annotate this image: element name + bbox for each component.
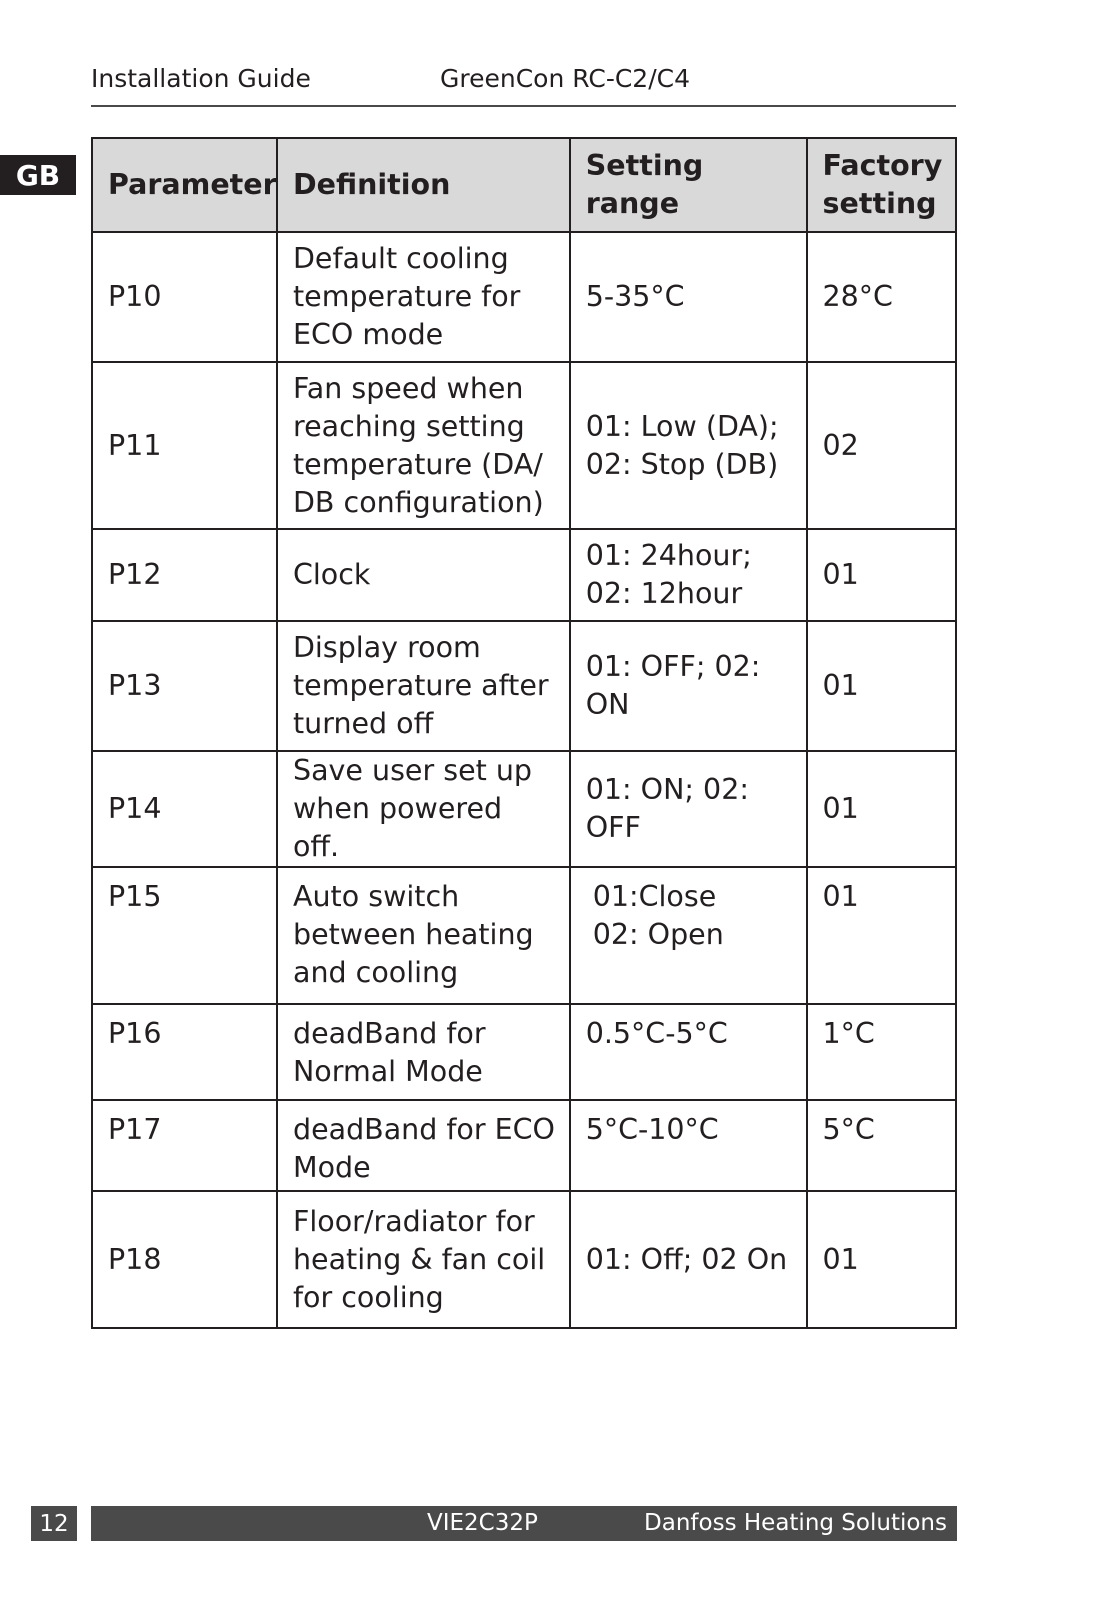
- cell-definition: [277, 751, 570, 867]
- cell-setting-range: [570, 529, 807, 621]
- cell-definition-line: heating & fan coil: [292, 1242, 546, 1276]
- cell-setting-range-line: 02: Open: [592, 918, 724, 951]
- footer-doc-code: VIE2C32P: [427, 1510, 538, 1536]
- header-setting-range: Setting range: [570, 138, 807, 232]
- header-divider: [91, 105, 956, 107]
- header-definition: Definition: [277, 138, 570, 232]
- cell-definition-line: Floor/radiator for: [292, 1204, 535, 1238]
- cell-parameter: P17: [92, 1100, 277, 1191]
- cell-definition: [277, 1004, 570, 1100]
- table-row: [92, 751, 956, 867]
- cell-definition-line: turned off: [292, 707, 434, 740]
- cell-setting-range-line: 01: Low (DA);: [585, 409, 779, 443]
- cell-definition-line: Display room: [292, 631, 481, 664]
- cell-setting-range-line: 01:Close: [592, 880, 717, 913]
- cell-definition: [277, 362, 570, 529]
- cell-parameter: P13: [92, 621, 277, 751]
- cell-definition: [277, 1191, 570, 1328]
- cell-factory-setting: 28°C: [807, 232, 956, 362]
- cell-setting-range: [570, 1004, 807, 1100]
- cell-definition-line: Save user set up: [292, 754, 532, 787]
- cell-setting-range: [570, 621, 807, 751]
- table-row: [92, 232, 956, 362]
- table-row: [92, 867, 956, 1004]
- language-tab: GB: [0, 155, 76, 195]
- cell-parameter: P14: [92, 751, 277, 867]
- cell-factory-setting: 01: [807, 751, 956, 867]
- cell-definition-line: ECO mode: [292, 318, 444, 351]
- cell-setting-range-line: 01: ON; 02: OFF: [585, 773, 749, 844]
- cell-definition: [277, 529, 570, 621]
- cell-definition: [277, 867, 570, 1004]
- cell-definition-line: deadBand for: [292, 1017, 486, 1050]
- cell-parameter: P11: [92, 362, 277, 529]
- cell-definition-line: deadBand for ECO: [292, 1113, 555, 1146]
- cell-setting-range-line: 5-35°C: [585, 280, 685, 313]
- cell-definition-line: for cooling: [292, 1280, 444, 1314]
- cell-definition-line: Fan speed when: [292, 371, 524, 405]
- cell-definition: [277, 621, 570, 751]
- footer-company: Danfoss Heating Solutions: [644, 1510, 947, 1536]
- cell-definition-line: Mode: [292, 1151, 371, 1184]
- cell-definition-line: temperature for: [292, 280, 521, 313]
- cell-definition-line: Clock: [292, 558, 371, 591]
- cell-definition-line: and cooling: [292, 956, 459, 989]
- cell-factory-setting: 01: [807, 621, 956, 751]
- cell-parameter: P15: [92, 867, 277, 1004]
- cell-setting-range-line: 0.5°C-5°C: [585, 1017, 728, 1050]
- cell-setting-range-line: 01: 24hour;: [585, 539, 752, 572]
- table-row: [92, 362, 956, 529]
- cell-setting-range-line: 01: OFF; 02: ON: [585, 650, 761, 721]
- cell-factory-setting: 5°C: [807, 1100, 956, 1191]
- header-product-name: GreenCon RC-C2/C4: [440, 64, 690, 93]
- cell-definition-line: between heating: [292, 918, 534, 951]
- cell-factory-setting: 01: [807, 867, 956, 1004]
- cell-setting-range: [570, 1100, 807, 1191]
- cell-definition-line: Auto switch: [292, 880, 460, 913]
- cell-factory-setting: 1°C: [807, 1004, 956, 1100]
- cell-setting-range: [570, 867, 807, 1004]
- table-row: [92, 1004, 956, 1100]
- cell-definition-line: reaching setting: [292, 409, 525, 443]
- cell-definition: [277, 232, 570, 362]
- cell-setting-range: [570, 751, 807, 867]
- cell-setting-range: [570, 362, 807, 529]
- cell-parameter: P12: [92, 529, 277, 621]
- cell-setting-range-line: 5°C-10°C: [585, 1113, 719, 1146]
- table-row: [92, 1191, 956, 1328]
- table-header-row: [92, 138, 956, 232]
- table-row: [92, 1100, 956, 1191]
- cell-setting-range-line: 02: 12hour: [585, 577, 743, 610]
- parameter-table: [91, 137, 957, 1329]
- header-factory-setting: Factory setting: [807, 138, 956, 232]
- cell-definition-line: Default cooling: [292, 242, 509, 275]
- cell-factory-setting: 01: [807, 1191, 956, 1328]
- footer-bar: [91, 1506, 957, 1541]
- cell-definition-line: temperature (DA/: [292, 447, 543, 481]
- table-row: [92, 529, 956, 621]
- cell-setting-range: [570, 1191, 807, 1328]
- header-doc-type: Installation Guide: [91, 64, 311, 93]
- cell-setting-range-line: 02: Stop (DB): [585, 447, 779, 481]
- cell-parameter: P16: [92, 1004, 277, 1100]
- header-parameter: Parameter: [92, 138, 277, 232]
- cell-parameter: P10: [92, 232, 277, 362]
- cell-definition-line: temperature after: [292, 669, 549, 702]
- table-row: [92, 621, 956, 751]
- page-number: 12: [31, 1506, 77, 1541]
- cell-definition: [277, 1100, 570, 1191]
- cell-factory-setting: 02: [807, 362, 956, 529]
- cell-definition-line: when powered off.: [292, 792, 503, 863]
- cell-factory-setting: 01: [807, 529, 956, 621]
- cell-setting-range: [570, 232, 807, 362]
- cell-setting-range-line: 01: Off; 02 On: [585, 1242, 788, 1276]
- cell-definition-line: DB configuration): [292, 485, 544, 519]
- cell-parameter: P18: [92, 1191, 277, 1328]
- cell-definition-line: Normal Mode: [292, 1055, 483, 1088]
